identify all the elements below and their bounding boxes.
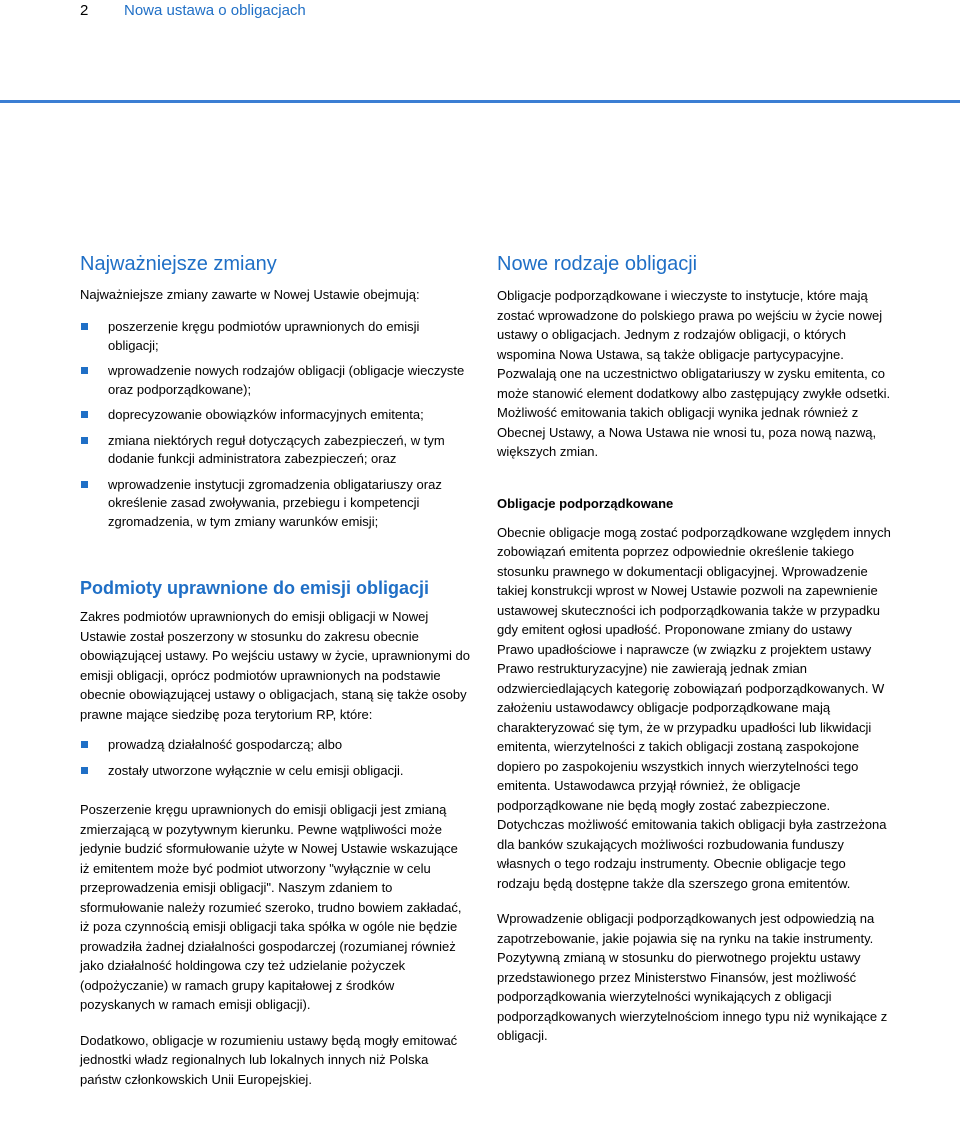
- list-item: doprecyzowanie obowiązków informacyjnych emitenta;: [80, 406, 470, 425]
- section-heading-eligible-issuers: Podmioty uprawnione do emisji obligacji: [80, 578, 430, 598]
- eligible-issuers-list: [80, 736, 470, 780]
- subordinated-bonds-paragraph-1: Obecnie obligacje mogą zostać podporządkowane względem innych zobowiązań emitenta poprzez odpowiednie określenie takiego stosunku prawnego w dokumentacji obligacyjnej. Wprowadzenie takiej konstrukcji wprost w Nowej Ustawie pozwoli na zapewnienie ustawowej skuteczności ich podporządkowania także w przypadku gdy emitent ogłosi upadłość. Proponowane zmiany do ustawy Prawo upadłościowe i naprawcze (w związku z projektem ustawy Prawo restrukturyzacyjne) nie zawierają jednak zmian odzwierciedlających kategorię zobowiązań podporządkowanych. W założeniu ustawodawcy obligacje podporządkowane mają charakteryzować się tym, że w przypadku upadłości lub likwidacji emitenta, wierzytelności z takich obligacji zostaną zaspokojone dopiero po zaspokojeniu wszystkich innych wierzytelności tego emitenta. Ustawodawca przyjął również, że obligacje podporządkowane nie będą mogły zostać zabezpieczone. Dotychczas możliwość emitowania takich obligacji była zastrzeżona dla banków szukających możliwości rozbudowania funduszy własnych o tego rodzaju instrumenty. Obecnie obligacje tego rodzaju będą dostępne także dla szerszego grona emitentów.: [497, 524, 891, 891]
- square-bullet-icon: [81, 767, 88, 774]
- square-bullet-icon: [81, 367, 88, 374]
- section-heading-key-changes: Najważniejsze zmiany: [80, 253, 277, 275]
- section-heading-new-bond-types: Nowe rodzaje obligacji: [497, 253, 698, 275]
- subheading-subordinated-bonds: Obligacje podporządkowane: [497, 495, 674, 511]
- new-bond-types-paragraph: Obligacje podporządkowane i wieczyste to instytucje, które mają zostać wprowadzone do polskiego prawa po wejściu w życie nowej ustawy o obligacjach. Jednym z rodzajów obligacji, o których wspomina Nowa Ustawa, są także obligacje partycypacyjne. Pozwalają one na uczestnictwo obligatariuszy w zysku emitenta, co może stanowić element dodatkowy albo zastępujący zwykłe odsetki. Możliwość emitowania takich obligacji wynika jednak również z Obecnej Ustawy, a Nowa Ustawa nie wnosi tu, poza nową nazwą, większych zmian.: [497, 288, 891, 459]
- right-column: [497, 252, 892, 1046]
- square-bullet-icon: [81, 741, 88, 748]
- page-number: 2: [80, 2, 89, 19]
- header-divider: [0, 100, 960, 103]
- square-bullet-icon: [81, 481, 88, 488]
- left-column: [80, 252, 470, 1089]
- eligible-issuers-paragraph-1: Zakres podmiotów uprawnionych do emisji obligacji w Nowej Ustawie został poszerzony w stosunku do zakresu obecnie obowiązującej ustawy. Po wejściu ustawy w życie, uprawnionymi do emisji obligacji, oprócz podmiotów uprawnionych na podstawie obecnie obowiązującej ustawy o obligacjach, staną się także osoby prawne mające siedzibę poza terytorium RP, które:: [80, 609, 470, 722]
- subordinated-bonds-paragraph-2: Wprowadzenie obligacji podporządkowanych jest odpowiedzią na zapotrzebowanie, jakie pojawia się na rynku na takie instrumenty. Pozytywną zmianą w stosunku do pierwotnego projektu ustawy przedstawionego przez Ministerstwo Finansów, jest możliwość podporządkowania wierzytelności wynikających z obligacji podporządkowanych wierzytelnościom innego typu niż wynikające z obligacji.: [497, 911, 888, 1043]
- key-changes-list: [80, 318, 470, 531]
- list-item: zostały utworzone wyłącznie w celu emisji obligacji.: [80, 762, 470, 781]
- list-item: poszerzenie kręgu podmiotów uprawnionych do emisji obligacji;: [80, 318, 470, 355]
- list-item: wprowadzenie nowych rodzajów obligacji (obligacje wieczyste oraz podporządkowane);: [80, 362, 470, 399]
- square-bullet-icon: [81, 437, 88, 444]
- eligible-issuers-paragraph-2: Poszerzenie kręgu uprawnionych do emisji obligacji jest zmianą zmierzającą w pozytywnym kierunku. Pewne wątpliwości może jedynie budzić sformułowanie użyte w Nowej Ustawie wskazujące iż emitentem może być podmiot utworzony "wyłącznie w celu przeprowadzenia emisji obligacji". Naszym zdaniem to sformułowanie należy rozumieć szeroko, trudno bowiem zakładać, iż poza czynnością emisji obligacji taka spółka w ogóle nie będzie prowadziła żadnej działalności gospodarczej (rozumianej również jako działalność holdingowa czy też udzielanie pożyczek (odpożyczanie) w ramach grupy kapitałowej z środków pozyskanych w ramach emisji obligacji).: [80, 802, 462, 1012]
- list-item: zmiana niektórych reguł dotyczących zabezpieczeń, w tym dodanie funkcji administratora zabezpieczeń; oraz: [80, 432, 470, 469]
- square-bullet-icon: [81, 323, 88, 330]
- list-item: prowadzą działalność gospodarczą; albo: [80, 736, 470, 755]
- key-changes-intro: Najważniejsze zmiany zawarte w Nowej Ustawie obejmują:: [80, 287, 420, 302]
- running-title: Nowa ustawa o obligacjach: [124, 2, 306, 19]
- eligible-issuers-paragraph-3: Dodatkowo, obligacje w rozumieniu ustawy będą mogły emitować jednostki władz regionalnych lub lokalnych innych niż Polska państw członkowskich Unii Europejskiej.: [80, 1032, 458, 1087]
- list-item: wprowadzenie instytucji zgromadzenia obligatariuszy oraz określenie zasad zwoływania, przebiegu i kompetencji zgromadzenia, w tym zmiany warunków emisji;: [80, 476, 470, 532]
- page-header: [0, 0, 960, 30]
- square-bullet-icon: [81, 411, 88, 418]
